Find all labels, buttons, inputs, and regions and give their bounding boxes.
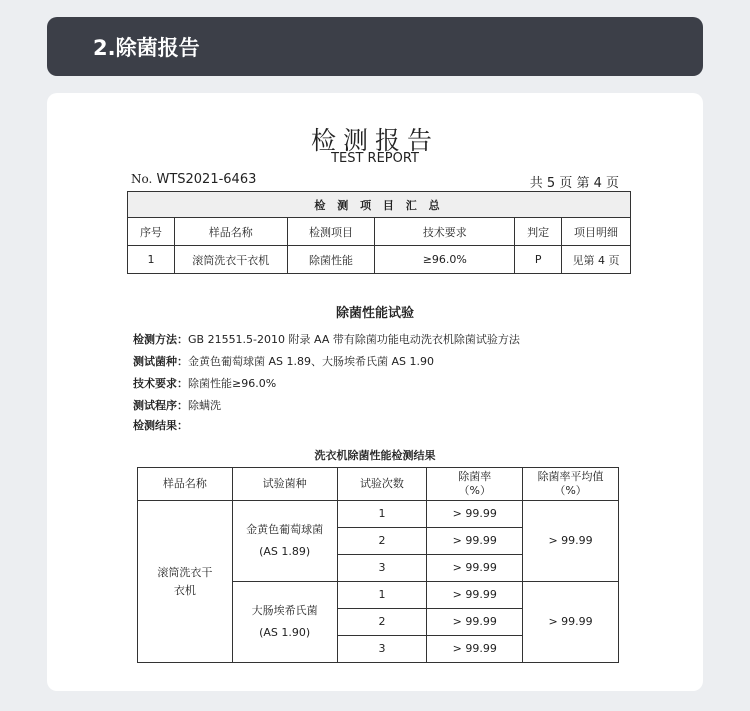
results-average-cell: > 99.99 bbox=[523, 501, 619, 582]
results-rate-cell: > 99.99 bbox=[427, 609, 523, 636]
results-trial-cell: 3 bbox=[337, 636, 427, 663]
summary-header-cell: 样品名称 bbox=[174, 218, 287, 246]
info-strain bbox=[133, 353, 434, 369]
results-title: 洗衣机除菌性能检测结果 bbox=[314, 449, 436, 462]
info-method bbox=[133, 331, 520, 347]
summary-header-cell: 项目明细 bbox=[562, 218, 631, 246]
info-value: 除螨洗 bbox=[188, 399, 221, 412]
report-number-value: WTS2021-6463 bbox=[156, 172, 257, 187]
info-value: 除菌性能≥96.0% bbox=[188, 377, 277, 390]
section-title: 除菌性能试验 bbox=[335, 306, 414, 321]
summary-table bbox=[127, 191, 631, 274]
results-trial-cell: 3 bbox=[337, 555, 427, 582]
info-label: 检测结果： bbox=[133, 419, 188, 432]
summary-header-cell: 判定 bbox=[515, 218, 562, 246]
summary-header-cell: 检测项目 bbox=[287, 218, 375, 246]
summary-header-cell: 序号 bbox=[128, 218, 175, 246]
summary-cell: 滚筒洗衣干衣机 bbox=[174, 246, 287, 274]
results-header-cell: 样品名称 bbox=[138, 468, 233, 501]
results-trial-cell: 2 bbox=[337, 528, 427, 555]
results-header-cell: 除菌率平均值 （%） bbox=[523, 468, 619, 501]
summary-header-cell: 技术要求 bbox=[375, 218, 515, 246]
info-label: 测试程序： bbox=[133, 399, 188, 412]
results-trial-cell: 1 bbox=[337, 582, 427, 609]
section-banner bbox=[47, 17, 703, 76]
results-trial-cell: 2 bbox=[337, 609, 427, 636]
results-strain-cell: 大肠埃希氏菌 (AS 1.90) bbox=[232, 582, 337, 663]
results-header-cell: 除菌率 （%） bbox=[427, 468, 523, 501]
info-result bbox=[133, 417, 188, 433]
banner-title: 2.除菌报告 bbox=[93, 35, 200, 60]
results-average-cell: > 99.99 bbox=[523, 582, 619, 663]
results-rate-cell: > 99.99 bbox=[427, 636, 523, 663]
summary-cell: P bbox=[515, 246, 562, 274]
info-program bbox=[133, 397, 221, 413]
summary-cell: ≥96.0% bbox=[375, 246, 515, 274]
info-label: 测试菌种： bbox=[133, 355, 188, 368]
info-value: GB 21551.5-2010 附录 AA 带有除菌功能电动洗衣机除菌试验方法 bbox=[188, 333, 520, 346]
results-trial-cell: 1 bbox=[337, 501, 427, 528]
results-table bbox=[137, 467, 619, 663]
summary-cell: 除菌性能 bbox=[287, 246, 375, 274]
info-requirement bbox=[133, 375, 276, 391]
results-rate-cell: > 99.99 bbox=[427, 582, 523, 609]
info-label: 检测方法： bbox=[133, 333, 188, 346]
summary-cell: 见第 4 页 bbox=[562, 246, 631, 274]
results-header-cell: 试验次数 bbox=[337, 468, 427, 501]
results-rate-cell: > 99.99 bbox=[427, 501, 523, 528]
results-rate-cell: > 99.99 bbox=[427, 528, 523, 555]
info-label: 技术要求： bbox=[133, 377, 188, 390]
results-strain-cell: 金黄色葡萄球菌 (AS 1.89) bbox=[232, 501, 337, 582]
results-sample-cell: 滚筒洗衣干 衣机 bbox=[138, 501, 233, 663]
summary-title: 检 测 项 目 汇 总 bbox=[128, 192, 631, 218]
report-title: 检测报告 bbox=[310, 126, 439, 155]
summary-cell: 1 bbox=[128, 246, 175, 274]
results-rate-cell: > 99.99 bbox=[427, 555, 523, 582]
report-number bbox=[131, 172, 256, 187]
info-value: 金黄色葡萄球菌 AS 1.89、大肠埃希氏菌 AS 1.90 bbox=[188, 355, 434, 368]
report-number-prefix: No. bbox=[131, 172, 153, 186]
page-info: 共 5 页 第 4 页 bbox=[529, 176, 619, 191]
results-header-cell: 试验菌种 bbox=[232, 468, 337, 501]
report-subtitle: TEST REPORT bbox=[331, 151, 419, 166]
